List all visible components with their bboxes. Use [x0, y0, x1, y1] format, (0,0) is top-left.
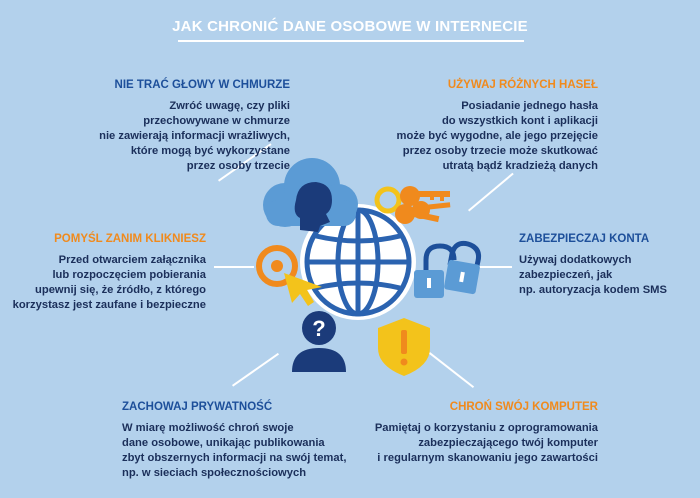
tip-computer-line: i regularnym skanowaniu jego zawartości [377, 452, 598, 464]
tip-passwords-heading: UŻYWAJ RÓŻNYCH HASEŁ [447, 79, 598, 91]
person-question-icon [292, 311, 346, 372]
tip-privacy-line: zbyt obszernych informacji na swój temat, [122, 452, 347, 464]
tip-privacy-line: W miarę możliwość chroń swoje [122, 422, 294, 434]
tip-click-line: Przed otwarciem załącznika [58, 254, 206, 266]
tip-accounts-heading: ZABEZPIECZAJ KONTA [519, 233, 650, 245]
tip-cloud-heading: NIE TRAĆ GŁOWY W CHMURZE [114, 79, 290, 91]
tip-accounts-line: zabezpieczeń, jak [519, 269, 613, 281]
cloud-head-icon [263, 158, 358, 232]
tip-click-line: korzystasz jest zaufane i bezpieczne [12, 299, 206, 311]
tip-click-line: lub rozpoczęciem pobierania [52, 269, 206, 281]
tip-passwords-line: przez osoby trzecie może skutkować [402, 145, 598, 157]
tip-privacy-heading: ZACHOWAJ PRYWATNOŚĆ [122, 401, 273, 413]
tip-cloud-line: które mogą być wykorzystane [130, 145, 290, 157]
tip-click-line: upewnij się, że źródło, z którego [35, 284, 206, 296]
page-title: JAK CHRONIĆ DANE OSOBOWE W INTERNECIE [172, 18, 528, 35]
tip-cloud-line: nie zawierają informacji wrażliwych, [99, 130, 290, 142]
tip-computer-heading: CHROŃ SWÓJ KOMPUTER [449, 401, 598, 413]
tip-cloud-line: przechowywane w chmurze [143, 115, 290, 127]
tip-cloud-line: Zwróć uwagę, czy pliki [169, 100, 290, 112]
tip-accounts-line: np. autoryzacja kodem SMS [519, 284, 667, 296]
tip-privacy-line: np. w sieciach społecznościowych [122, 467, 307, 479]
tip-passwords-line: utratą bądź kradzieżą danych [442, 160, 598, 172]
tip-cloud-line: przez osoby trzecie [186, 160, 290, 172]
shield-warning-icon [378, 318, 430, 376]
tip-passwords-line: może być wygodne, ale jego przejęcie [396, 130, 598, 142]
tip-passwords-line: Posiadanie jednego hasła [461, 100, 598, 112]
tip-privacy-line: dane osobowe, unikając publikowania [122, 437, 325, 449]
tip-computer-line: Pamiętaj o korzystaniu z oprogramowania [374, 422, 598, 434]
tip-accounts-line: Używaj dodatkowych [519, 254, 632, 266]
padlocks-icon [414, 243, 480, 298]
tip-click-heading: POMYŚL ZANIM KLIKNIESZ [54, 233, 206, 245]
tip-computer-line: zabezpieczającego twój komputer [418, 437, 598, 449]
svg-text:?: ? [312, 316, 326, 341]
tip-passwords-line: do wszystkich kont i aplikacji [441, 115, 598, 127]
